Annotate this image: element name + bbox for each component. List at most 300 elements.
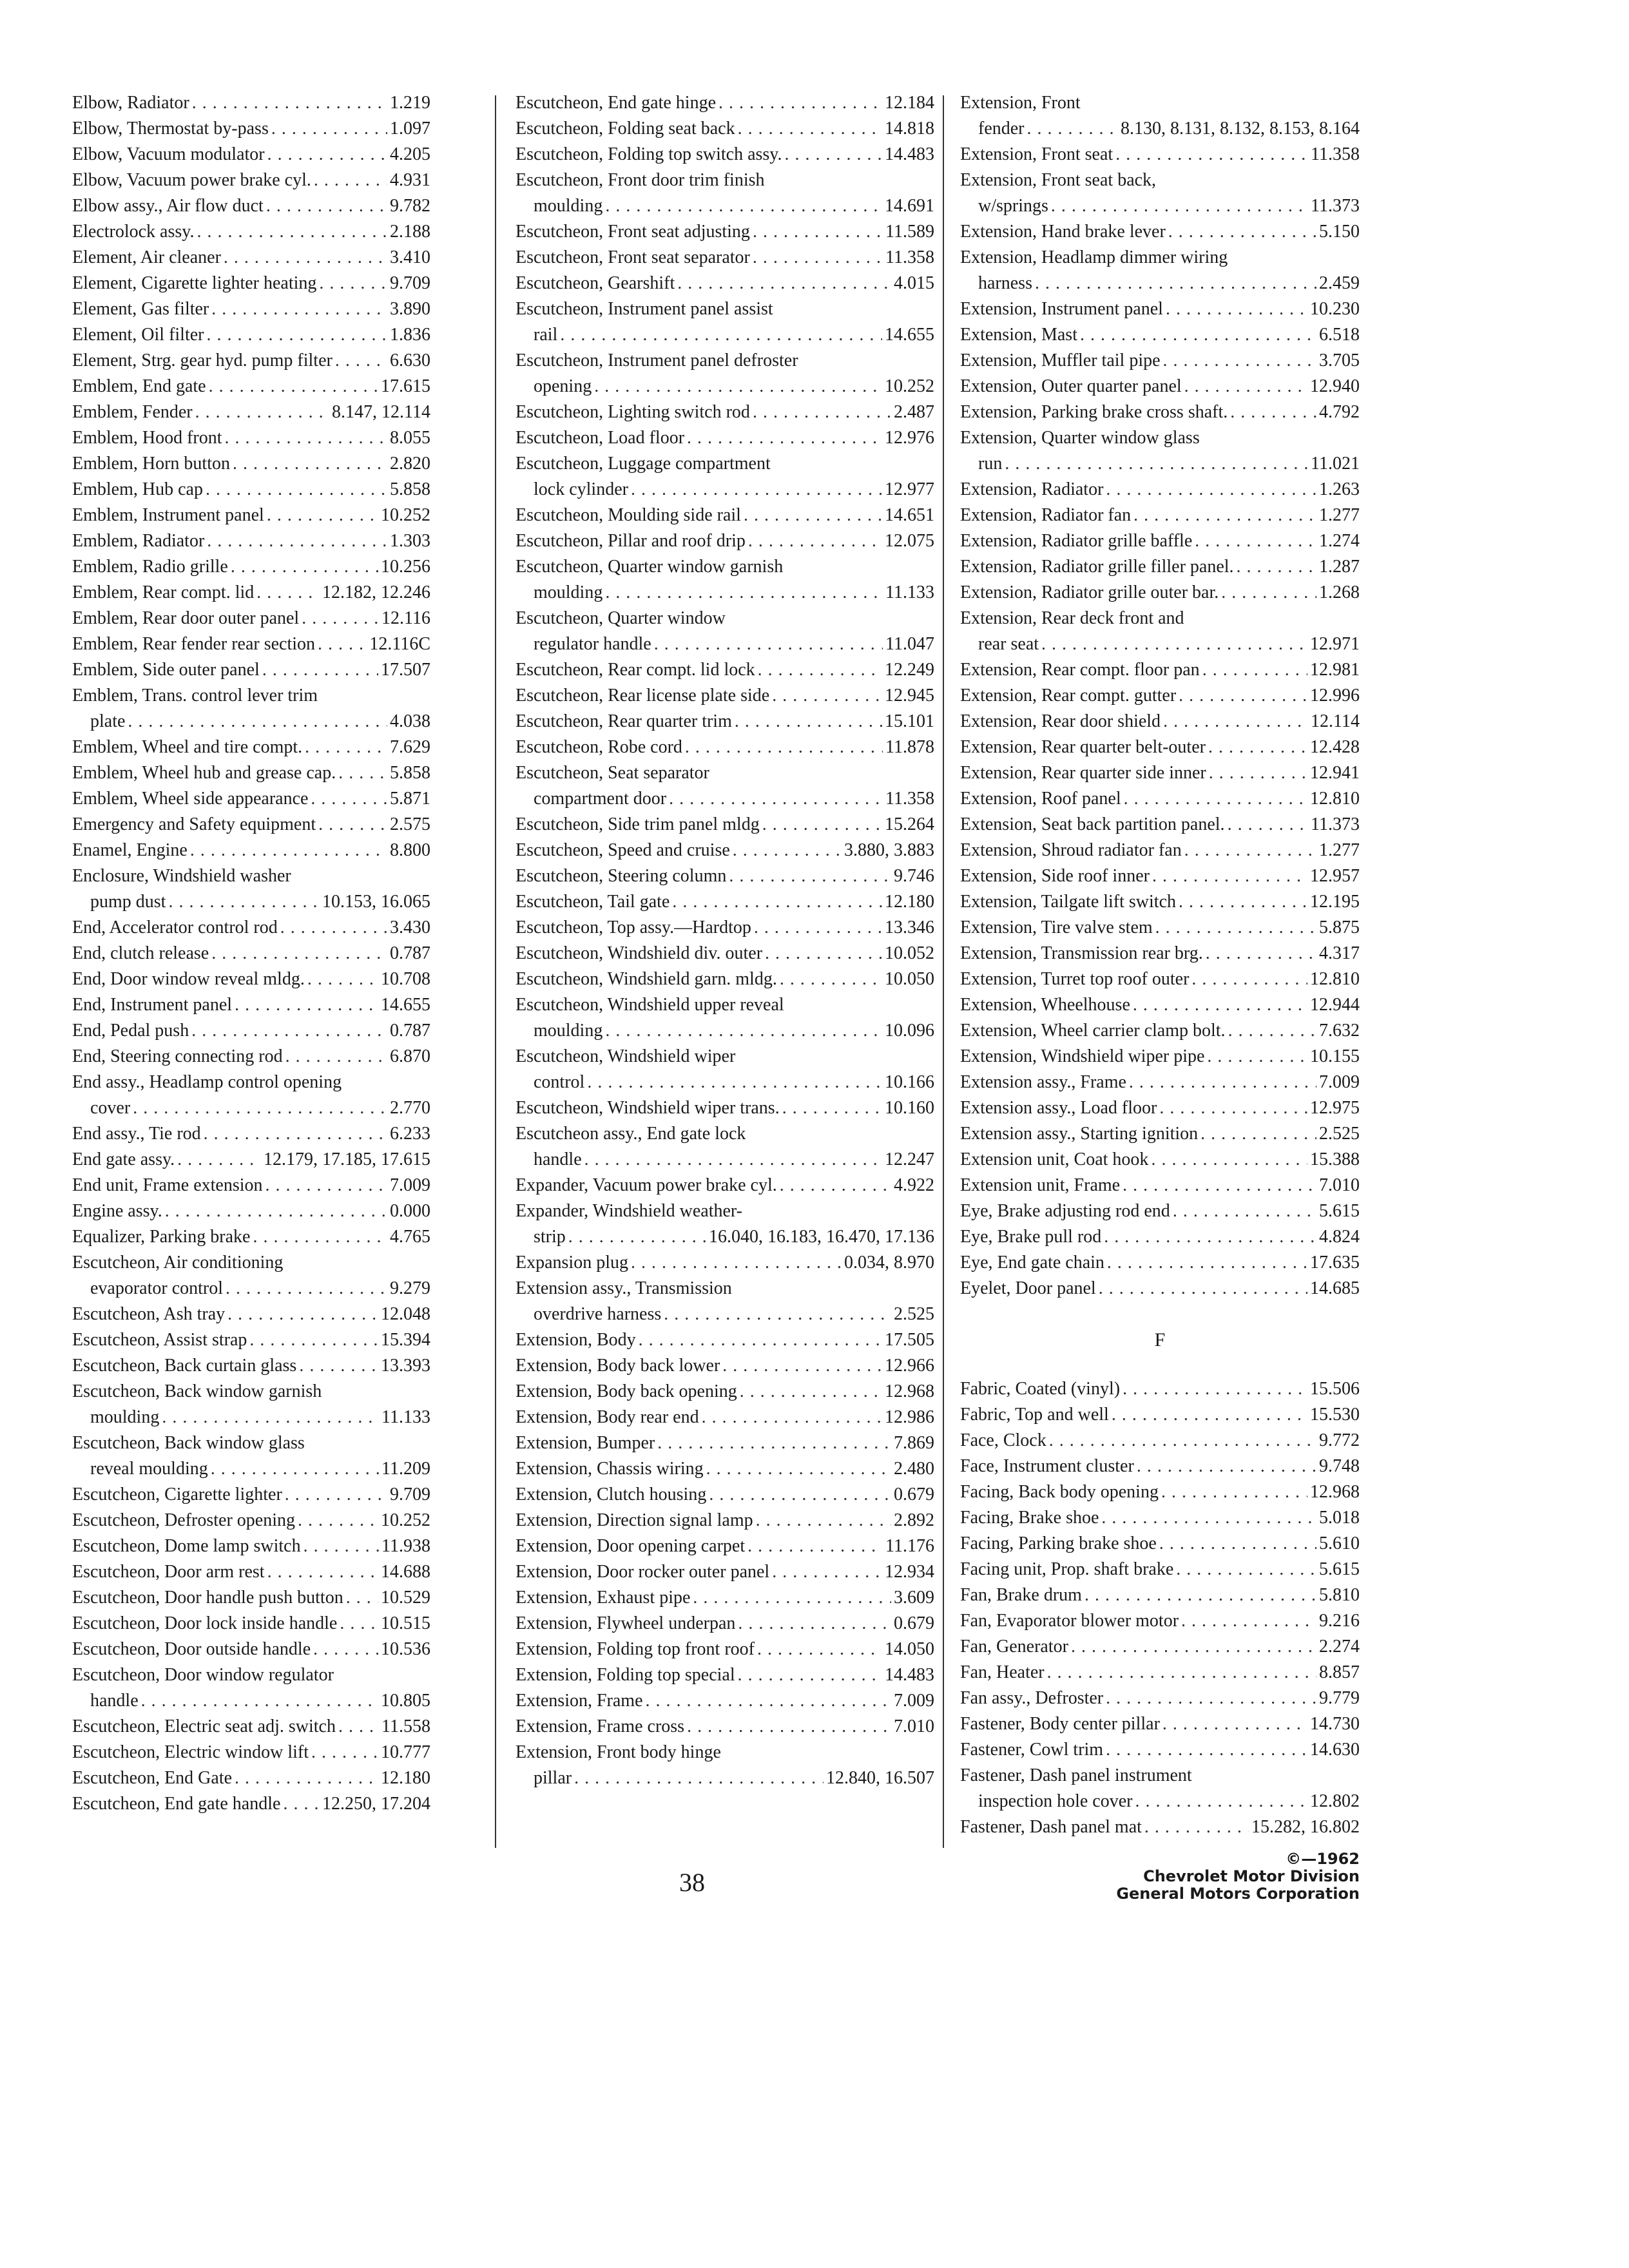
dot-leader <box>1176 1557 1316 1582</box>
index-entry <box>960 554 1360 580</box>
entry-page-ref: 17.507 <box>381 660 430 680</box>
entry-label: Extension, Seat back partition panel. <box>960 814 1225 834</box>
entry-label: Element, Gas filter <box>72 299 209 319</box>
index-entry <box>516 915 934 941</box>
dot-leader <box>190 838 387 863</box>
entry-label: Escutcheon, Folding seat back <box>516 119 735 139</box>
entry-page-ref: 12.940 <box>1310 376 1360 396</box>
entry-heading: Escutcheon, Back window glass <box>72 1433 305 1453</box>
index-entry <box>960 528 1360 554</box>
entry-page-ref: 1.287 <box>1319 557 1360 577</box>
dot-leader <box>753 245 883 271</box>
index-column-3-entries <box>960 90 1360 1302</box>
index-entry <box>960 1070 1360 1095</box>
dot-leader <box>560 322 882 348</box>
dot-leader <box>738 116 882 142</box>
entry-label: End, Door window reveal mldg. <box>72 969 305 989</box>
entry-label: Emblem, Rear door outer panel <box>72 608 300 628</box>
dot-leader <box>780 966 882 992</box>
dot-leader <box>685 735 883 760</box>
entry-heading: Escutcheon assy., End gate lock <box>516 1124 746 1144</box>
dot-leader <box>1163 348 1316 374</box>
index-entry <box>516 399 934 425</box>
entry-label: Escutcheon, Robe cord <box>516 737 682 757</box>
entry-page-ref: 9.279 <box>390 1278 430 1298</box>
entry-page-ref: 10.777 <box>381 1742 430 1762</box>
entry-label: Extension assy., Frame <box>960 1072 1126 1092</box>
index-column-1 <box>72 90 430 1817</box>
dot-leader <box>1084 1582 1316 1608</box>
dot-leader <box>271 116 387 142</box>
dot-leader <box>311 1740 378 1765</box>
index-entry <box>516 812 934 838</box>
entry-page-ref: 14.691 <box>885 196 934 216</box>
footer-credit <box>1095 1850 1360 1903</box>
dot-leader <box>204 1121 387 1147</box>
index-entry <box>72 1018 430 1044</box>
index-entry <box>960 735 1360 760</box>
dot-leader <box>772 1559 882 1585</box>
index-entry <box>960 889 1360 915</box>
index-entry <box>960 1276 1360 1302</box>
entry-label: Emblem, Radiator <box>72 531 205 551</box>
index-entry <box>960 296 1360 322</box>
entry-page-ref: 17.505 <box>885 1330 934 1350</box>
dot-leader <box>718 90 882 116</box>
entry-label: Extension, Front seat <box>960 144 1113 164</box>
entry-label: Emblem, Wheel side appearance <box>72 789 309 809</box>
entry-label: Extension, Hand brake lever <box>960 222 1166 242</box>
index-entry <box>960 1121 1360 1147</box>
index-entry <box>516 889 934 915</box>
entry-label: Emblem, Side outer panel <box>72 660 260 680</box>
dot-leader <box>756 1508 891 1533</box>
index-entry <box>72 1765 430 1791</box>
entry-label: Escutcheon, Door arm rest <box>72 1562 265 1582</box>
dot-leader <box>267 142 387 168</box>
column-divider <box>943 95 944 1848</box>
entry-page-ref: 14.483 <box>885 144 934 164</box>
entry-page-ref: 12.247 <box>885 1149 934 1169</box>
entry-label: rear seat <box>978 634 1039 654</box>
index-entry <box>72 528 430 554</box>
index-entry <box>516 709 934 735</box>
dot-leader <box>235 992 378 1018</box>
index-entry <box>516 503 934 528</box>
dot-leader <box>1106 1737 1307 1763</box>
dot-leader <box>729 863 891 889</box>
entry-label: Element, Strg. gear hyd. pump filter <box>72 351 333 370</box>
entry-label: Extension, Exhaust pipe <box>516 1588 691 1608</box>
index-entry <box>516 606 934 657</box>
dot-leader <box>314 168 387 193</box>
entry-page-ref: 10.256 <box>381 557 430 577</box>
dot-leader <box>305 735 387 760</box>
index-entry <box>72 606 430 631</box>
entry-heading: Escutcheon, Luggage compartment <box>516 454 771 474</box>
entry-page-ref: 12.179, 17.185, 17.615 <box>264 1149 430 1169</box>
entry-label: Facing unit, Prop. shaft brake <box>960 1559 1174 1579</box>
entry-page-ref: 12.957 <box>1310 866 1360 886</box>
entry-label: harness <box>978 273 1032 293</box>
dot-leader <box>207 322 388 348</box>
entry-page-ref: 2.480 <box>894 1459 934 1479</box>
entry-page-ref: 12.180 <box>381 1768 430 1788</box>
entry-label: Escutcheon, Assist strap <box>72 1330 247 1350</box>
entry-label: Extension, Rear door shield <box>960 711 1161 731</box>
index-section-f-entries <box>960 1376 1360 1840</box>
entry-label: Escutcheon, End Gate <box>72 1768 233 1788</box>
dot-leader <box>1228 812 1308 838</box>
dot-leader <box>574 1765 824 1791</box>
dot-leader <box>772 683 882 709</box>
dot-leader <box>346 1585 378 1611</box>
entry-heading: Escutcheon, Windshield upper reveal <box>516 995 784 1015</box>
entry-label: Fan assy., Defroster <box>960 1688 1104 1708</box>
entry-label: Escutcheon, Door lock inside handle <box>72 1613 338 1633</box>
index-entry <box>72 271 430 296</box>
entry-page-ref: 12.941 <box>1310 763 1360 783</box>
entry-page-ref: 0.787 <box>390 1021 430 1041</box>
dot-leader <box>1179 683 1307 709</box>
entry-page-ref: 10.805 <box>381 1691 430 1711</box>
dot-leader <box>231 554 378 580</box>
dot-leader <box>1104 1224 1316 1250</box>
index-entry <box>516 1714 934 1740</box>
entry-label: Extension, Body rear end <box>516 1407 699 1427</box>
index-entry <box>516 348 934 399</box>
copyright: ©—1962 <box>1286 1850 1360 1868</box>
entry-label: Elbow, Thermostat by-pass <box>72 119 269 139</box>
index-entry <box>72 1714 430 1740</box>
entry-page-ref: 13.393 <box>381 1356 430 1376</box>
index-entry <box>960 657 1360 683</box>
entry-page-ref: 0.787 <box>390 943 430 963</box>
entry-page-ref: 10.536 <box>381 1639 430 1659</box>
entry-label: Facing, Parking brake shoe <box>960 1533 1157 1553</box>
entry-page-ref: 12.975 <box>1310 1098 1360 1118</box>
entry-label: Extension, Bumper <box>516 1433 655 1453</box>
entry-heading: Escutcheon, Back window garnish <box>72 1381 322 1401</box>
index-entry <box>960 1634 1360 1660</box>
index-entry <box>516 451 934 503</box>
entry-label: Escutcheon, Side trim panel mldg <box>516 814 760 834</box>
dot-leader <box>605 193 882 219</box>
dot-leader <box>693 1585 891 1611</box>
entry-heading: Escutcheon, Quarter window <box>516 608 726 628</box>
entry-page-ref: 12.966 <box>885 1356 934 1376</box>
entry-page-ref: 12.981 <box>1310 660 1360 680</box>
dot-leader <box>1123 1376 1307 1402</box>
dot-leader <box>1112 1402 1307 1428</box>
index-entry <box>960 219 1360 245</box>
entry-page-ref: 12.986 <box>885 1407 934 1427</box>
dot-leader <box>1184 838 1316 863</box>
dot-leader <box>266 193 387 219</box>
dot-leader <box>1179 889 1307 915</box>
index-entry <box>72 1379 430 1430</box>
dot-leader <box>568 1224 706 1250</box>
entry-label: Extension assy., Load floor <box>960 1098 1157 1118</box>
index-entry <box>72 683 430 735</box>
entry-page-ref: 1.303 <box>390 531 430 551</box>
entry-page-ref: 12.934 <box>885 1562 934 1582</box>
dot-leader <box>740 1379 882 1405</box>
entry-label: Face, Instrument cluster <box>960 1456 1134 1476</box>
index-entry <box>960 786 1360 812</box>
entry-page-ref: 4.038 <box>390 711 430 731</box>
index-entry <box>516 90 934 116</box>
entry-page-ref: 14.818 <box>885 119 934 139</box>
index-entry <box>516 1533 934 1559</box>
entry-page-ref: 4.205 <box>390 144 430 164</box>
dot-leader <box>765 941 882 966</box>
index-entry <box>516 1044 934 1095</box>
entry-heading: Fastener, Dash panel instrument <box>960 1765 1192 1785</box>
entry-label: Elbow assy., Air flow duct <box>72 196 264 216</box>
index-entry <box>72 1740 430 1765</box>
entry-heading: Escutcheon, Front door trim finish <box>516 170 765 190</box>
entry-page-ref: 14.651 <box>885 505 934 525</box>
entry-label: Extension, Clutch housing <box>516 1485 707 1504</box>
index-entry <box>72 348 430 374</box>
entry-page-ref: 6.630 <box>390 351 430 370</box>
entry-page-ref: 1.263 <box>1319 479 1360 499</box>
index-entry <box>72 193 430 219</box>
dot-leader <box>283 1791 320 1817</box>
dot-leader <box>1159 1095 1307 1121</box>
entry-label: Extension, Wheelhouse <box>960 995 1130 1015</box>
index-entry <box>516 1405 934 1430</box>
dot-leader <box>267 503 378 528</box>
entry-label: Escutcheon, Door handle push button <box>72 1588 343 1608</box>
entry-page-ref: 6.233 <box>390 1124 430 1144</box>
entry-page-ref: 12.971 <box>1310 634 1360 654</box>
entry-page-ref: 12.116 <box>381 608 430 628</box>
index-entry <box>72 425 430 451</box>
dot-leader <box>249 1327 378 1353</box>
dot-leader <box>338 1714 379 1740</box>
index-entry <box>960 1660 1360 1686</box>
dot-leader <box>738 1611 891 1637</box>
index-entry <box>72 992 430 1018</box>
index-entry <box>72 760 430 786</box>
entry-page-ref: 10.252 <box>381 505 430 525</box>
dot-leader <box>744 503 882 528</box>
entry-page-ref: 12.114 <box>1311 711 1360 731</box>
entry-page-ref: 10.252 <box>381 1510 430 1530</box>
entry-page-ref: 2.274 <box>1319 1637 1360 1657</box>
entry-page-ref: 7.632 <box>1319 1021 1360 1041</box>
index-entry <box>960 1428 1360 1454</box>
entry-page-ref: 1.277 <box>1319 505 1360 525</box>
index-entry <box>72 554 430 580</box>
dot-leader <box>1106 477 1316 503</box>
index-entry <box>960 503 1360 528</box>
entry-label: Escutcheon, Door outside handle <box>72 1639 311 1659</box>
dot-leader <box>782 1095 882 1121</box>
index-entry <box>516 941 934 966</box>
entry-label: Extension, Folding top front roof <box>516 1639 755 1659</box>
entry-page-ref: 12.840, 16.507 <box>826 1768 934 1788</box>
entry-page-ref: 4.824 <box>1319 1227 1360 1247</box>
entry-label: Escutcheon, Moulding side rail <box>516 505 741 525</box>
index-entry <box>960 1044 1360 1070</box>
entry-page-ref: 11.358 <box>1311 144 1360 164</box>
entry-page-ref: 12.968 <box>885 1381 934 1401</box>
dot-leader <box>1051 193 1308 219</box>
entry-label: handle <box>534 1149 582 1169</box>
entry-page-ref: 1.219 <box>390 93 430 113</box>
entry-label: Facing, Brake shoe <box>960 1508 1099 1528</box>
entry-page-ref: 11.358 <box>885 247 934 267</box>
index-entry <box>960 1737 1360 1763</box>
entry-page-ref: 7.869 <box>894 1433 934 1453</box>
entry-label: Expander, Vacuum power brake cyl. <box>516 1175 777 1195</box>
entry-page-ref: 9.782 <box>390 196 430 216</box>
entry-label: Emblem, Rear fender rear section <box>72 634 316 654</box>
dot-leader <box>133 1095 387 1121</box>
dot-leader <box>335 348 387 374</box>
index-entry <box>516 271 934 296</box>
entry-label: Fan, Evaporator blower motor <box>960 1611 1179 1631</box>
entry-label: Emblem, Hood front <box>72 428 222 448</box>
entry-label: Extension, Radiator grille filler panel. <box>960 557 1234 577</box>
index-entry <box>516 1508 934 1533</box>
entry-page-ref: 8.130, 8.131, 8.132, 8.153, 8.164 <box>1121 119 1360 139</box>
entry-page-ref: 14.483 <box>885 1665 934 1685</box>
entry-label: run <box>978 454 1003 474</box>
dot-leader <box>654 631 883 657</box>
entry-page-ref: 3.880, 3.883 <box>844 840 934 860</box>
index-entry <box>960 812 1360 838</box>
dot-leader <box>1106 1686 1316 1711</box>
entry-page-ref: 3.430 <box>390 918 430 937</box>
dot-leader <box>224 245 387 271</box>
entry-page-ref: 1.097 <box>390 119 430 139</box>
index-entry <box>516 425 934 451</box>
entry-page-ref: 9.779 <box>1319 1688 1360 1708</box>
dot-leader <box>285 1044 387 1070</box>
entry-label: Extension, Door opening carpet <box>516 1536 746 1556</box>
index-entry <box>516 1095 934 1121</box>
entry-page-ref: 12.802 <box>1310 1791 1360 1811</box>
dot-leader <box>780 1173 891 1198</box>
index-entry <box>516 1250 934 1276</box>
dot-leader <box>1080 322 1316 348</box>
entry-label: Element, Cigarette lighter heating <box>72 273 317 293</box>
entry-heading: Escutcheon, Instrument panel defroster <box>516 351 798 370</box>
index-entry <box>516 1559 934 1585</box>
entry-label: rail <box>534 325 558 345</box>
entry-page-ref: 12.944 <box>1310 995 1360 1015</box>
entry-page-ref: 16.040, 16.183, 16.470, 17.136 <box>709 1227 934 1247</box>
dot-leader <box>1162 1711 1307 1737</box>
index-entry <box>72 915 430 941</box>
entry-page-ref: 3.410 <box>390 247 430 267</box>
entry-page-ref: 0.679 <box>894 1485 934 1504</box>
dot-leader <box>1129 1070 1316 1095</box>
entry-label: regulator handle <box>534 634 651 654</box>
entry-heading: Extension, Headlamp dimmer wiring <box>960 247 1228 267</box>
entry-label: Engine assy. <box>72 1201 162 1221</box>
index-entry <box>960 992 1360 1018</box>
entry-page-ref: 11.133 <box>885 582 934 602</box>
dot-leader <box>1144 1814 1249 1840</box>
entry-page-ref: 15.530 <box>1310 1405 1360 1425</box>
entry-heading: Emblem, Trans. control lever trim <box>72 686 318 706</box>
entry-label: Extension, Tire valve stem <box>960 918 1153 937</box>
dot-leader <box>646 1688 891 1714</box>
dot-leader <box>280 915 387 941</box>
entry-label: Fan, Brake drum <box>960 1585 1082 1605</box>
entry-page-ref: 2.575 <box>390 814 430 834</box>
entry-label: Extension, Body <box>516 1330 636 1350</box>
dot-leader <box>762 812 882 838</box>
entry-label: Emblem, Wheel and tire compt. <box>72 737 303 757</box>
entry-label: Extension, Tailgate lift switch <box>960 892 1177 912</box>
entry-page-ref: 5.018 <box>1319 1508 1360 1528</box>
entry-page-ref: 13.346 <box>885 918 934 937</box>
dot-leader <box>1208 735 1307 760</box>
index-entry <box>960 1198 1360 1224</box>
dot-leader <box>267 1559 378 1585</box>
entry-page-ref: 2.892 <box>894 1510 934 1530</box>
dot-leader <box>1005 451 1308 477</box>
index-entry <box>72 1662 430 1714</box>
entry-page-ref: 12.048 <box>381 1304 430 1324</box>
dot-leader <box>1133 992 1307 1018</box>
dot-leader <box>177 1147 261 1173</box>
entry-page-ref: 11.358 <box>885 789 934 809</box>
entry-label: Extension, Rear quarter belt-outer <box>960 737 1206 757</box>
dot-leader <box>207 528 387 554</box>
entry-page-ref: 9.709 <box>390 1485 430 1504</box>
dot-leader <box>1035 271 1316 296</box>
dot-leader <box>1151 1147 1307 1173</box>
entry-page-ref: 6.518 <box>1319 325 1360 345</box>
index-entry <box>516 1327 934 1353</box>
index-entry <box>72 1585 430 1611</box>
dot-leader <box>687 1714 891 1740</box>
entry-heading: Enclosure, Windshield washer <box>72 866 291 886</box>
entry-page-ref: 9.709 <box>390 273 430 293</box>
index-column-2 <box>516 90 934 1791</box>
dot-leader <box>1191 966 1307 992</box>
index-entry <box>960 1479 1360 1505</box>
index-entry <box>516 296 934 348</box>
entry-label: Extension, Frame cross <box>516 1716 685 1736</box>
entry-page-ref: 3.609 <box>894 1588 934 1608</box>
dot-leader <box>1221 580 1316 606</box>
dot-leader <box>302 606 379 631</box>
dot-leader <box>757 1637 882 1662</box>
entry-label: cover <box>90 1098 131 1118</box>
entry-label: pump dust <box>90 892 166 912</box>
dot-leader <box>1200 1121 1316 1147</box>
entry-label: Extension, Radiator grille baffle <box>960 531 1193 551</box>
index-entry <box>516 1173 934 1198</box>
entry-page-ref: 1.274 <box>1319 531 1360 551</box>
entry-page-ref: 14.688 <box>381 1562 430 1582</box>
index-entry <box>960 941 1360 966</box>
entry-page-ref: 3.705 <box>1319 351 1360 370</box>
entry-page-ref: 7.629 <box>390 737 430 757</box>
entry-page-ref: 12.810 <box>1310 969 1360 989</box>
dot-leader <box>1159 1531 1316 1557</box>
entry-label: Fan, Generator <box>960 1637 1068 1657</box>
index-entry <box>72 1559 430 1585</box>
